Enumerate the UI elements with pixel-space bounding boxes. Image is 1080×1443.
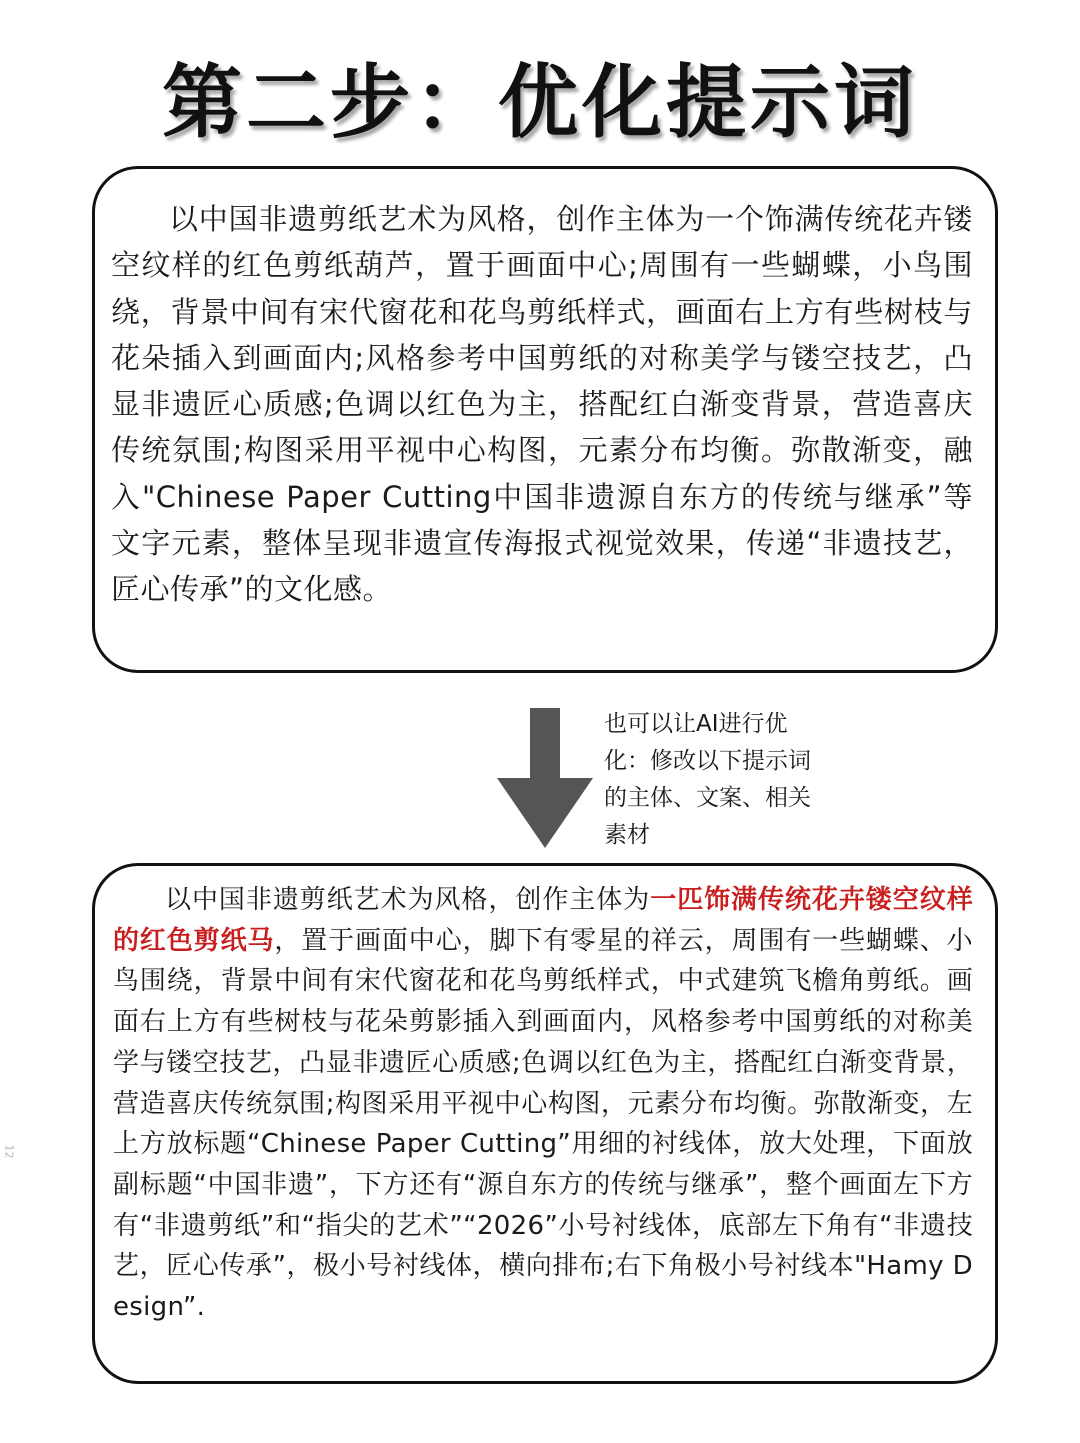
optimized-prompt-rest: ，置于画面中心，脚下有零星的祥云，周围有一些蝴蝶、小鸟围绕，背景中间有宋代窗花和花鸟剪纸样式，中式建筑飞檐角剪纸。画面右上方有些树枝与花朵剪影插入到画面内，风格参考中国剪纸的对称美学与镂空技艺，凸显非遗匠心质感;色调以红色为主，搭配红白渐变背景，营造喜庆传统氛围;构图采用平视中心构图，元素分布均衡。弥散渐变，左上方放标题“Chinese Paper Cutting”用细的衬线体，放大处理，下面放副标题“中国非遗”，下方还有“源自东方的传统与继承”，整个画面左下方有“非遗剪纸”和“指尖的艺术”“2026”小号衬线体，底部左下角有“非遗技艺，匠心传承”，极小号衬线体，横向排布;右下角极小号衬线本"Hamy Design”. [113,925,973,1323]
optimized-prompt-highlight: 一匹饰满传统花卉镂空纹样的红色剪纸马 [113,885,973,956]
optimized-prompt-intro: 以中国非遗剪纸艺术为风格，创作主体为 [165,885,651,915]
optimized-prompt-box [92,863,998,1384]
down-arrow-icon [497,708,593,848]
original-prompt-box [92,166,998,673]
arrow-note: 也可以让AI进行优化：修改以下提示词的主体、文案、相关素材 [604,711,811,848]
optimized-prompt-text [113,880,973,1328]
original-prompt-text: 以中国非遗剪纸艺术为风格，创作主体为一个饰满传统花卉镂空纹样的红色剪纸葫芦，置于画面中心;周围有一些蝴蝶，小鸟围绕，背景中间有宋代窗花和花鸟剪纸样式，画面右上方有些树枝与花朵插入到画面内;风格参考中国剪纸的对称美学与镂空技艺，凸显非遗匠心质感;色调以红色为主，搭配红白渐变背景，营造喜庆传统氛围;构图采用平视中心构图，元素分布均衡。弥散渐变，融入"Chinese Paper Cutting中国非遗源自东方的传统与继承”等文字元素，整体呈现非遗宣传海报式视觉效果，传递“非遗技艺，匠心传承”的文化感。 [111,202,973,607]
page-side-mark: 12 [2,1144,16,1159]
page-title: 第二步：优化提示词 [162,56,918,149]
